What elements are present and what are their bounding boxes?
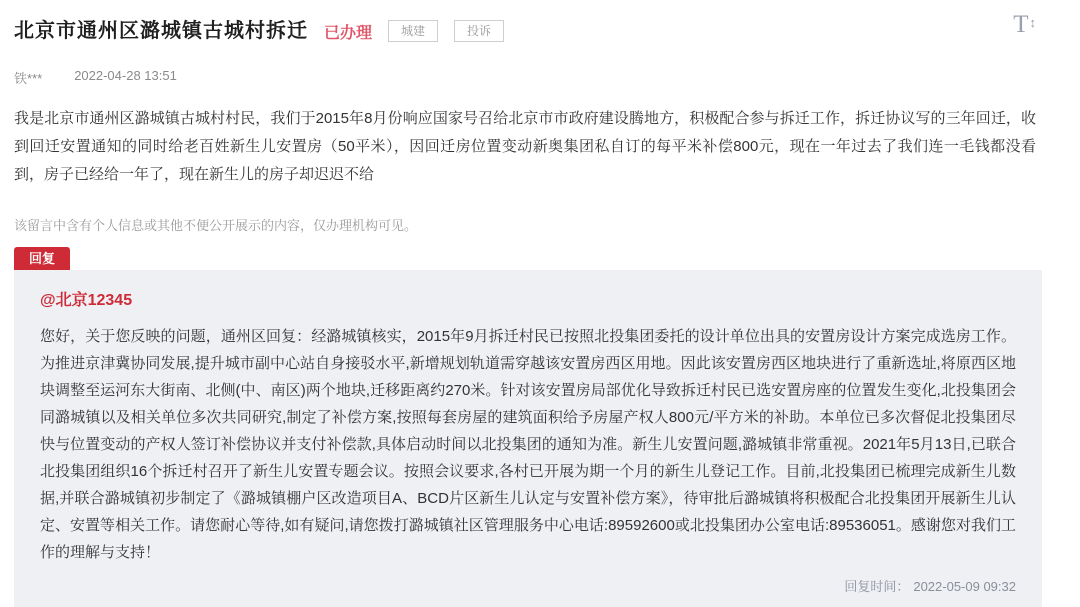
post-author: 铁*** — [14, 71, 43, 86]
reply-time-value: 2022-05-09 09:32 — [913, 579, 1016, 594]
post-time: 2022-04-28 13:51 — [74, 68, 177, 83]
post-body: 我是北京市通州区潞城镇古城村村民，我们于2015年8月份响应国家号召给北京市市政府建设腾地方，积极配合参与拆迁工作，拆迁协议写的三年回迁，收到回迁安置通知的同时给老百姓新生儿安置房（50平米），因回迁房位置变动新奥集团私自订的每平米补偿800元，现在一年过去了我们连一毛钱都没看到，房子已经给一年了，现在新生儿的房子却迟迟不给 — [14, 110, 1036, 183]
updown-arrow-icon: ↕ — [1029, 15, 1036, 30]
privacy-notice: 该留言中含有个人信息或其他不便公开展示的内容，仅办理机构可见。 — [14, 218, 418, 233]
reply-time-label: 回复时间： — [844, 579, 910, 594]
font-size-toggle[interactable] — [1013, 12, 1036, 37]
reply-target: @北京12345 — [40, 292, 133, 309]
reply-tab: 回复 — [14, 247, 70, 270]
reply-body: 您好，关于您反映的问题，通州区回复：经潞城镇核实，2015年9月拆迁村民已按照北投集团委托的设计单位出具的安置房设计方案完成选房工作。为推进京津冀协同发展,提升城市副中心站自身接驳水平,新增规划轨道需穿越该安置房西区用地。因此该安置房西区地块进行了重新选址,将原西区地块调整至运河东大街南、北侧(中、南区)两个地块,迁移距离约270米。针对该安置房局部优化导致拆迁村民已选安置房座的位置发生变化,北投集团会同潞城镇以及相关单位多次共同研究,制定了补偿方案,按照每套房屋的建筑面积给予房屋产权人800元/平方米的补助。本单位已多次督促北投集团尽快与位置变动的产权人签订补偿协议并支付补偿款,具体启动时间以北投集团的通知为准。新生儿安置问题,潞城镇非常重视。2021年5月13日,已联合北投集团组织16个拆迁村召开了新生儿安置专题会议。按照会议要求,各村已开展为期一个月的新生儿登记工作。目前,北投集团已梳理完成新生儿数据,并联合潞城镇初步制定了《潞城镇棚户区改造项目A、BCD片区新生儿认定与安置补偿方案》，待审批后潞城镇将积极配合北投集团开展新生儿认定、安置等相关工作。请您耐心等待,如有疑问,请您拨打潞城镇社区管理服务中心电话:89592600或北投集团办公室电话:89536051。感谢您对我们工作的理解与支持！ — [40, 328, 1016, 561]
reply-panel — [14, 270, 1042, 607]
font-size-icon: T — [1013, 11, 1029, 38]
category-tag: 城建 — [388, 20, 438, 42]
post-meta — [14, 68, 1080, 87]
page-title: 北京市通州区潞城镇古城村拆迁 — [14, 20, 308, 42]
status-badge: 已办理 — [324, 24, 373, 42]
reply-time-row — [40, 576, 1016, 595]
type-tag: 投诉 — [454, 20, 504, 42]
title-row — [14, 16, 1080, 46]
